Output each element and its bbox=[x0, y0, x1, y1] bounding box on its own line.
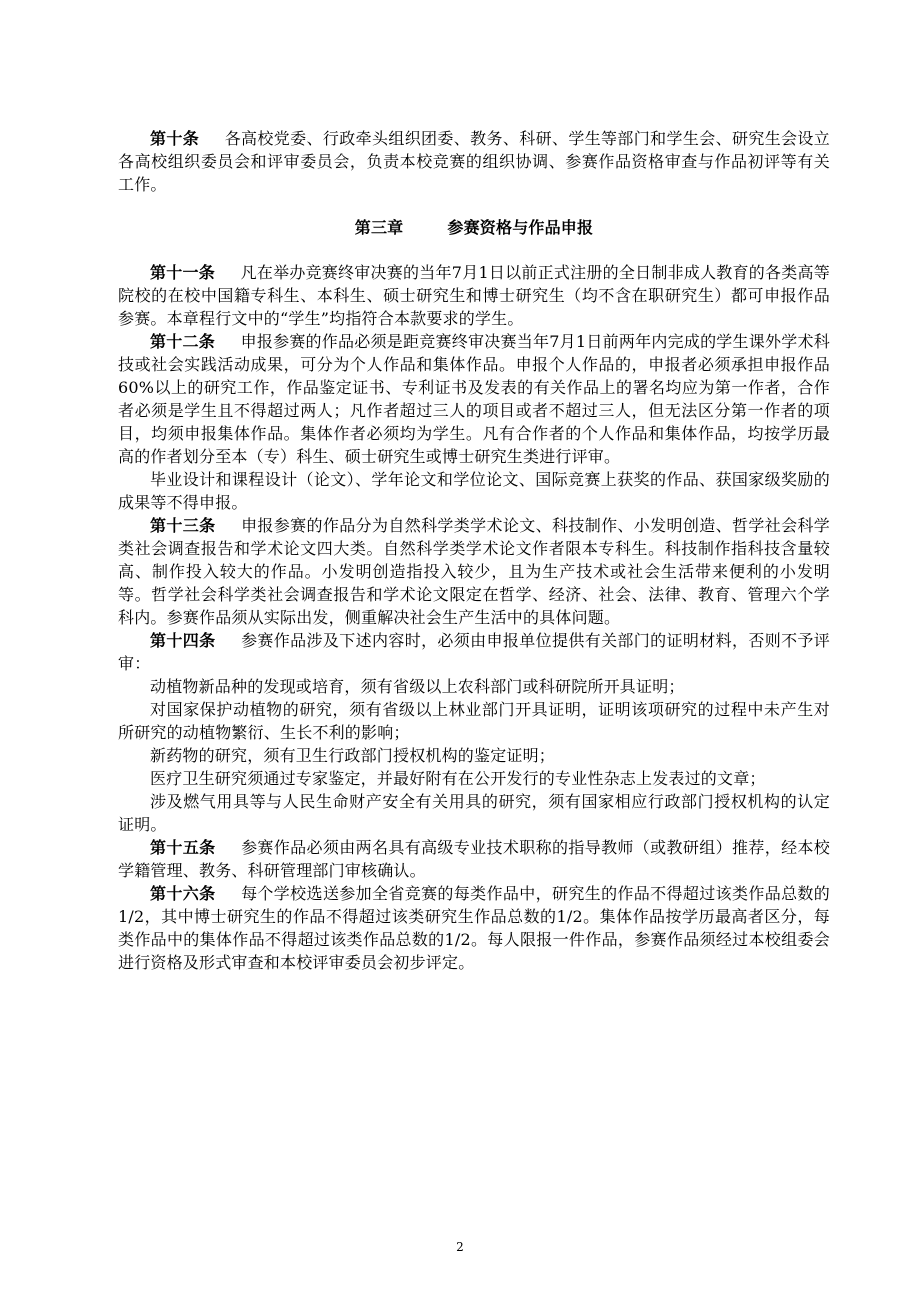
article-16 bbox=[118, 882, 830, 974]
article-13 bbox=[118, 514, 830, 629]
chapter-heading bbox=[118, 216, 830, 239]
chapter-title: 参赛资格与作品申报 bbox=[447, 218, 594, 237]
chapter-number: 第三章 bbox=[354, 218, 404, 237]
article-15 bbox=[118, 836, 830, 882]
article-text: 申报参赛的作品分为自然科学类学术论文、科技制作、小发明创造、哲学社会科学类社会调查报告和学术论文四大类。自然科学类学术论文作者限本专科生。科技制作指科技含量较高、制作投入较大的作品。小发明创造指投入较少，且为生产技术或社会生活带来便利的小发明等。哲学社会科学类社会调查报告和学术论文限定在哲学、经济、社会、法律、教育、管理六个学科内。参赛作品须从实际出发，侧重解决社会生产生活中的具体问题。 bbox=[118, 516, 830, 627]
article-text: 各高校党委、行政牵头组织团委、教务、科研、学生等部门和学生会、研究生会设立各高校组织委员会和评审委员会，负责本校竞赛的组织协调、参赛作品资格审查与作品初评等有关工作。 bbox=[118, 129, 830, 194]
article-text: 申报参赛的作品必须是距竞赛终审决赛当年7月1日前两年内完成的学生课外学术科技或社会实践活动成果，可分为个人作品和集体作品。申报个人作品的，申报者必须承担申报作品60%以上的研究工作，作品鉴定证书、专利证书及发表的有关作品上的署名均应为第一作者，合作者必须是学生且不得超过两人；凡作者超过三人的项目或者不超过三人，但无法区分第一作者的项目，均须申报集体作品。集体作者必须均为学生。凡有合作者的个人作品和集体作品，均按学历最高的作者划分至本（专）科生、硕士研究生或博士研究生类进行评审。 bbox=[118, 332, 830, 466]
article-number: 第十三条 bbox=[150, 516, 216, 535]
article-number: 第十四条 bbox=[150, 631, 216, 650]
article-text: 参赛作品涉及下述内容时，必须由申报单位提供有关部门的证明材料，否则不予评审： bbox=[118, 631, 830, 673]
article-number: 第十二条 bbox=[150, 332, 215, 351]
article-14-item: 对国家保护动植物的研究，须有省级以上林业部门开具证明，证明该项研究的过程中未产生对所研究的动植物繁衍、生长不利的影响； bbox=[118, 700, 830, 742]
article-number: 第十六条 bbox=[150, 884, 216, 903]
article-14 bbox=[118, 629, 830, 675]
page-number: 2 bbox=[456, 1240, 464, 1254]
article-number: 第十五条 bbox=[150, 838, 216, 857]
article-10 bbox=[118, 127, 830, 196]
article-12 bbox=[118, 330, 830, 468]
article-text: 凡在举办竞赛终审决赛的当年7月1日以前正式注册的全日制非成人教育的各类高等院校的在校中国籍专科生、本科生、硕士研究生和博士研究生（均不含在职研究生）都可申报作品参赛。本章程行文中的“学生”均指符合本款要求的学生。 bbox=[118, 263, 830, 328]
article-14-item: 新药物的研究，须有卫生行政部门授权机构的鉴定证明； bbox=[150, 746, 556, 765]
article-text: 每个学校选送参加全省竞赛的每类作品中，研究生的作品不得超过该类作品总数的1/2，其中博士研究生的作品不得超过该类研究生作品总数的1/2。集体作品按学历最高者区分，每类作品中的集体作品不得超过该类作品总数的1/2。每人限报一件作品，参赛作品须经过本校组委会进行资格及形式审查和本校评审委员会初步评定。 bbox=[118, 884, 830, 972]
article-14-item: 动植物新品种的发现或培育，须有省级以上农科部门或科研院所开具证明； bbox=[150, 677, 685, 696]
article-14-item: 医疗卫生研究须通过专家鉴定，并最好附有在公开发行的专业性杂志上发表过的文章； bbox=[150, 769, 766, 788]
article-number: 第十一条 bbox=[150, 263, 215, 282]
article-number: 第十条 bbox=[150, 129, 200, 148]
article-11 bbox=[118, 261, 830, 330]
article-12-extra: 毕业设计和课程设计（论文）、学年论文和学位论文、国际竞赛上获奖的作品、获国家级奖励的成果等不得申报。 bbox=[118, 470, 830, 512]
document-page bbox=[118, 127, 830, 974]
article-text: 参赛作品必须由两名具有高级专业技术职称的指导教师（或教研组）推荐，经本校学籍管理、教务、科研管理部门审核确认。 bbox=[118, 838, 830, 880]
article-14-item: 涉及燃气用具等与人民生命财产安全有关用具的研究，须有国家相应行政部门授权机构的认定证明。 bbox=[118, 792, 830, 834]
